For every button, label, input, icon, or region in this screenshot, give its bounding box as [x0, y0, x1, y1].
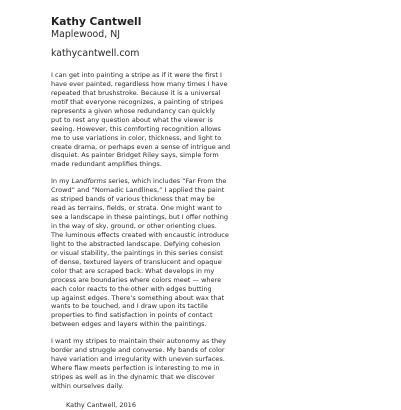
statement-paragraph-1 [51, 71, 363, 169]
text-line: process are boundaries where colors meet — where [51, 275, 222, 284]
text-fragment: In my [51, 177, 72, 186]
text-line: border and struggle and converse. My bands of color [51, 346, 225, 355]
text-line: as striped bands of various thickness that may be [51, 195, 215, 204]
text-line: color that are scraped back. What develops in my [51, 266, 215, 275]
text-line: I want my stripes to maintain their autonomy as they [51, 337, 226, 346]
text-line: me to use variations in color, thickness, and light to [51, 133, 222, 142]
text-line: put to rest any question about what the viewer is [51, 115, 213, 124]
text-line: stripes as well as in the dynamic that we discover [51, 373, 215, 381]
signature: Kathy Cantwell, 2016 [66, 400, 137, 409]
text-line: The luminous effects created with encaustic introduce [51, 230, 229, 239]
artist-location: Maplewood, NJ [51, 29, 120, 40]
text-line: between edges and layers within the paintings. [51, 320, 207, 329]
text-line: light to the abstracted landscape. Defying cohesion [51, 239, 221, 248]
artist-name: Kathy Cantwell [51, 16, 142, 28]
text-line: motif that everyone recognizes, a painting of stripes [51, 97, 224, 106]
artist-statement [51, 16, 363, 410]
text-line: have ever painted, regardless how many times I have [51, 79, 228, 88]
text-fragment: series, which includes “Far From the [106, 177, 227, 186]
text-line: read as terrains, fields, or strata. One might want to [51, 204, 222, 213]
text-line: in the way of sky, ground, or other orienting clues. [51, 222, 217, 230]
text-line: seeing. However, this comforting recognition allows [51, 124, 221, 133]
text-line: represents a given whose redundancy can quickly [51, 106, 216, 115]
text-line: wants to be touched, and I draw upon its tactile [51, 302, 208, 311]
statement-paragraph-2 [51, 177, 363, 329]
text-line [51, 177, 363, 186]
text-line: Where flaw meets perfection is interesting to me in [51, 364, 220, 373]
text-line: or visual stability, the paintings in this series consist [51, 248, 223, 257]
text-line: have variation and irregularity with uneven surfaces. [51, 355, 225, 364]
text-line: create drama, or perhaps even a sense of intrigue and [51, 142, 231, 151]
text-line: I can get into painting a stripe as if it were the first I [51, 71, 222, 79]
text-line: each color reacts to the other with edges butting [51, 284, 212, 293]
series-title: Landforms [71, 177, 107, 186]
text-line: properties to find satisfaction in points of contact [51, 311, 213, 320]
text-line: disquiet. As painter Bridget Riley says, simple form [51, 151, 219, 160]
text-line: repeated that brushstroke. Because it is a universal [51, 88, 221, 97]
statement-paragraph-3 [51, 337, 363, 391]
text-line: up against edges. There’s something about wax that [51, 293, 225, 302]
text-line: see a landscape in these paintings, but I offer nothing [51, 213, 229, 222]
text-line: within ourselves daily. [51, 381, 124, 390]
text-line: made redundant amplifies things. [51, 160, 162, 169]
artist-website: kathycantwell.com [51, 48, 140, 59]
text-line: of dense, textured layers of translucent and opaque [51, 257, 222, 266]
text-line: Crowd” and “Nomadic Landlines,” I applied the paint [51, 186, 225, 195]
